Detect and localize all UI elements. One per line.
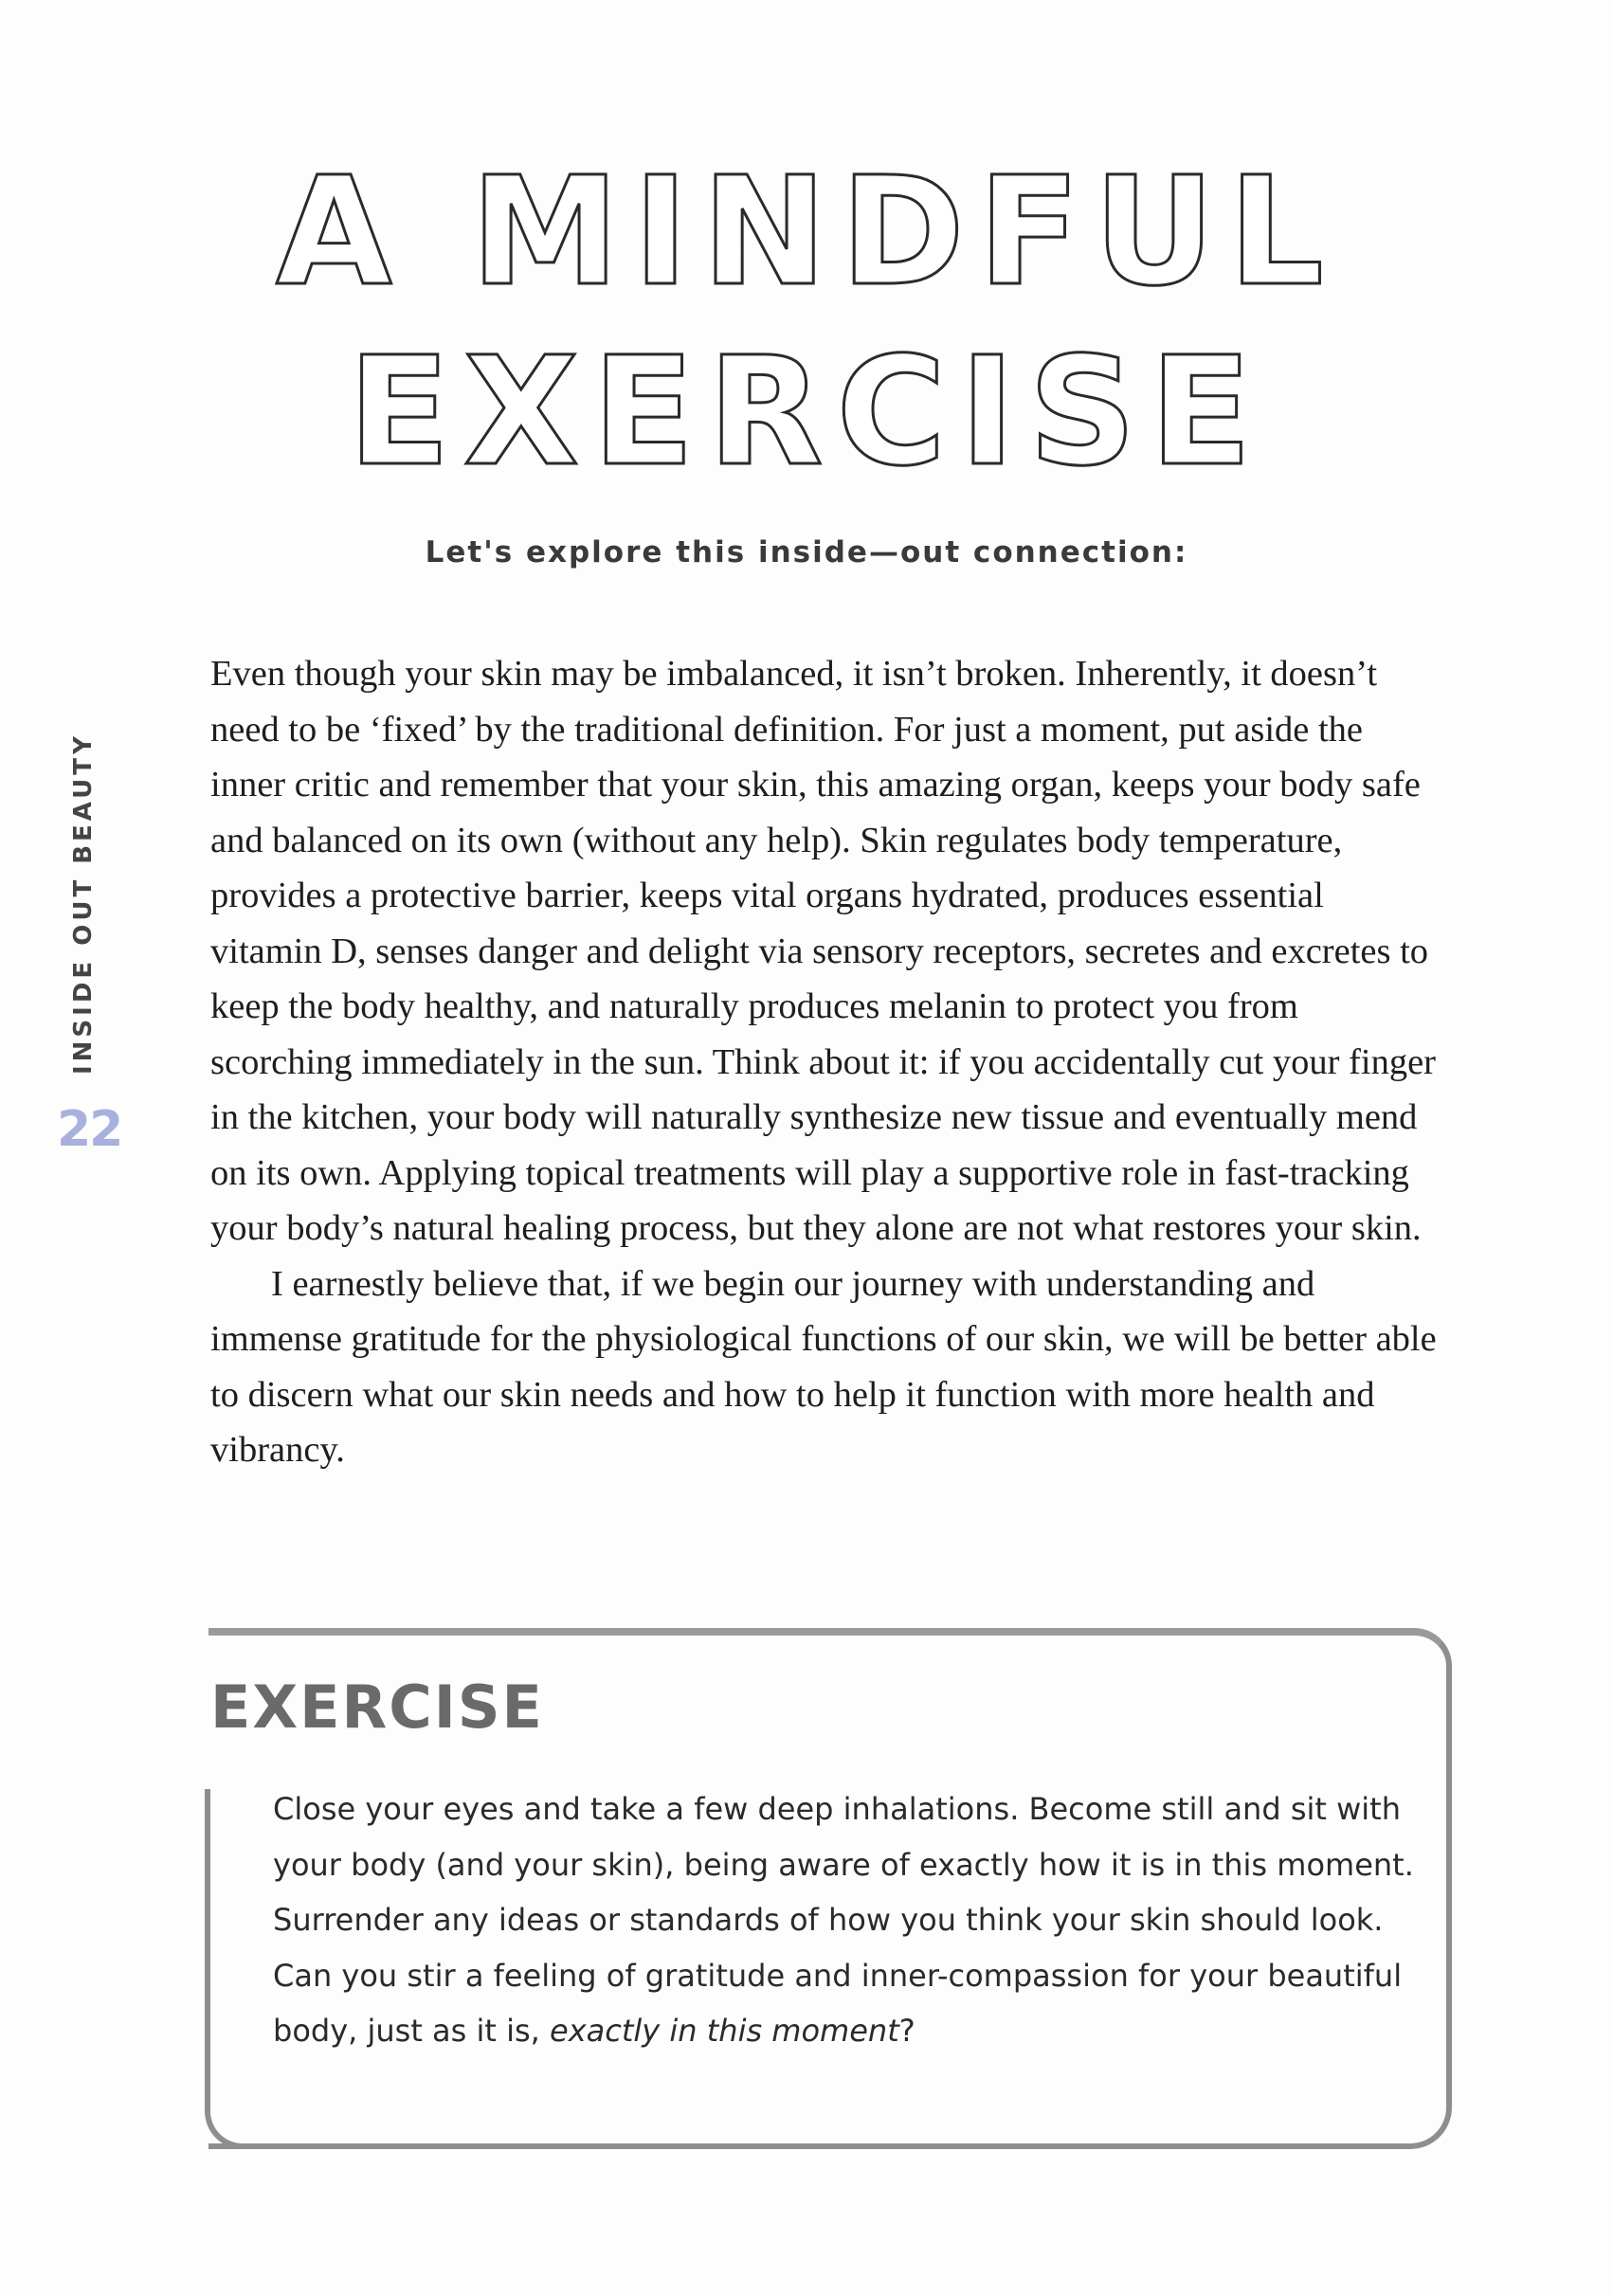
page-number: 22 — [57, 1101, 122, 1158]
subtitle: Let's explore this inside—out connection: — [425, 535, 1188, 569]
body-text — [210, 646, 1444, 1478]
paragraph: I earnestly believe that, if we begin our journey with understanding and immense gratitude for the physiological functions of our skin, we will be better able to discern what our skin needs and how to help it function with more health and vibrancy. — [210, 1263, 1437, 1470]
exercise-box-left-rule — [205, 1789, 210, 2064]
paragraph: Even though your skin may be imbalanced, it isn’t broken. Inherently, it doesn’t need to be ‘fixed’ by the traditional definition. For just a moment, put aside the inner critic and remember that your skin, this amazing organ, keeps your body safe and balanced on its own (without any help). Skin regulates body temperature, provides a protective barrier, keeps vital organs hydrated, produces essential vitamin D, senses danger and delight via sensory receptors, secretes and excretes to keep the body healthy, and naturally produces melanin to protect you from scorching immediately in the sun. Think about it: if you accidentally cut your finger in the kitchen, your body will naturally synthesize new tissue and eventually mend on its own. Applying topical treatments will play a supportive role in fast-tracking your body’s natural healing process, but they alone are not what restores your skin. — [210, 654, 1437, 1248]
exercise-text — [273, 1781, 1420, 2059]
exercise-text-main: Close your eyes and take a few deep inhalations. Become still and sit with your body (and your skin), being aware of exactly how it is in this moment. Surrender any ideas or standards of how you think your skin should look. Can you stir a feeling of gratitude and inner-compassion for your beautiful body, just as it is, — [273, 1791, 1414, 2049]
running-header: INSIDE OUT BEAUTY — [69, 732, 98, 1075]
title-line-1: A MINDFUL — [276, 145, 1337, 319]
exercise-text-end: ? — [898, 2013, 915, 2049]
page-title — [0, 142, 1613, 502]
exercise-text-italic: exactly in this moment — [550, 2013, 899, 2049]
exercise-box-corner — [205, 2047, 262, 2149]
title-line-2: EXERCISE — [348, 325, 1265, 499]
exercise-heading: EXERCISE — [210, 1672, 544, 1742]
